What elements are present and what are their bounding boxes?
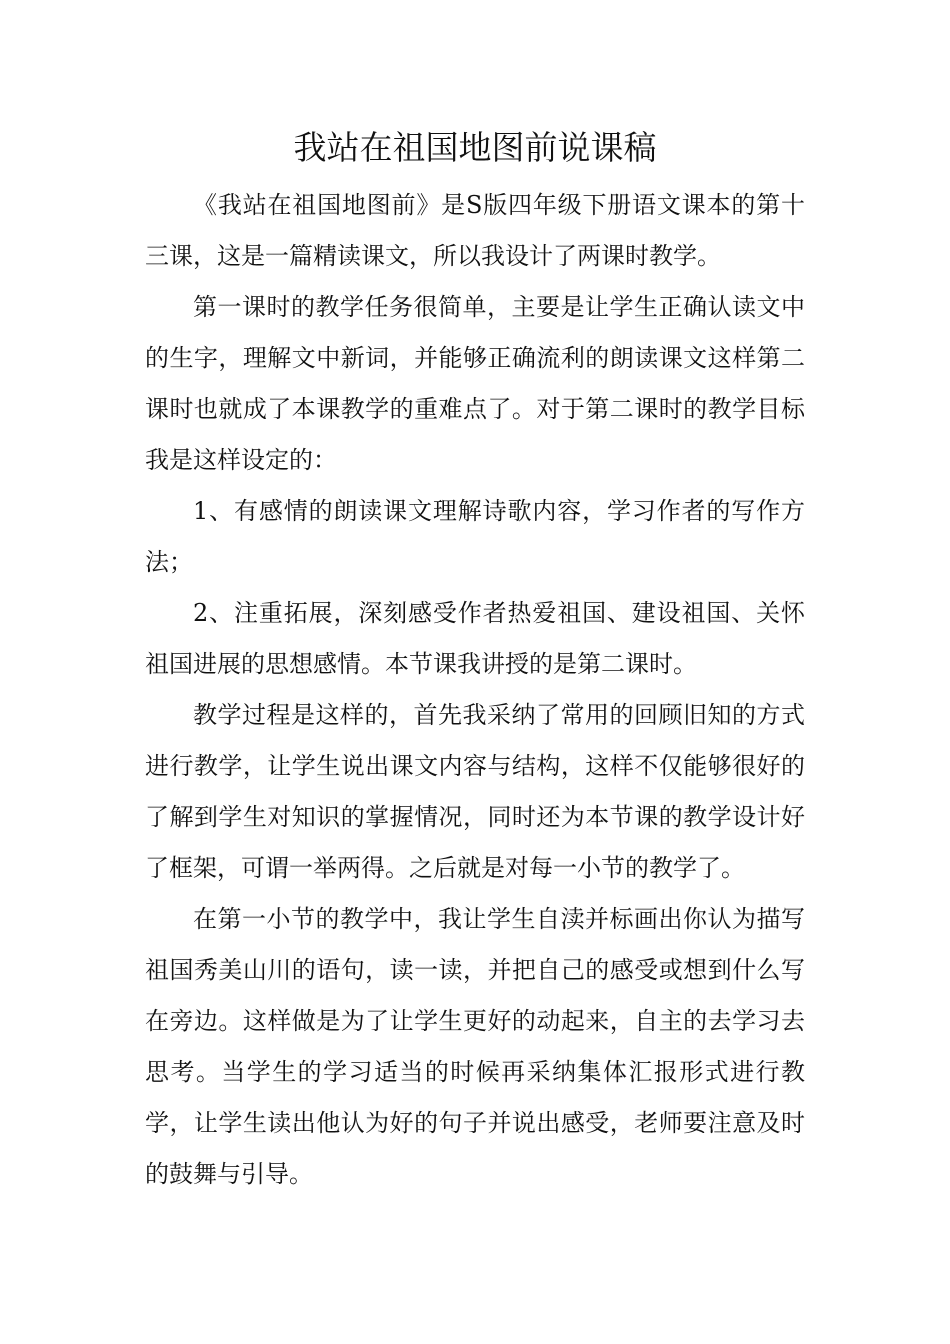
paragraph: 教学过程是这样的，首先我采纳了常用的回顾旧知的方式进行教学，让学生说出课文内容与结构，这样不仅能够很好的了解到学生对知识的掌握情况，同时还为本节课的教学设计好了框架，可谓一举两得。之后就是对每一小节的教学了。 (145, 701, 805, 882)
document-body (145, 180, 805, 1200)
paragraph: 在第一小节的教学中，我让学生自渎并标画出你认为描写祖国秀美山川的语句，读一读，并把自己的感受或想到什么写在旁边。这样做是为了让学生更好的动起来，自主的去学习去思考。当学生的学习适当的时候再采纳集体汇报形式进行教学，让学生读出他认为好的句子并说出感受，老师要注意及时的鼓舞与引导。 (145, 905, 805, 1188)
document-title: 我站在祖国地图前说课稿 (293, 128, 657, 167)
paragraph: 1、有感情的朗读课文理解诗歌内容，学习作者的写作方法； (145, 497, 805, 576)
paragraph: 2、注重拓展，深刻感受作者热爱祖国、建设祖国、关怀祖国进展的思想感情。本节课我讲授的是第二课时。 (145, 599, 805, 678)
paragraph: 第一课时的教学任务很简单，主要是让学生正确认读文中的生字，理解文中新词，并能够正确流利的朗读课文这样第二课时也就成了本课教学的重难点了。对于第二课时的教学目标我是这样设定的： (145, 293, 805, 474)
paragraph: 《我站在祖国地图前》是S版四年级下册语文课本的第十三课，这是一篇精读课文，所以我设计了两课时教学。 (145, 191, 805, 270)
